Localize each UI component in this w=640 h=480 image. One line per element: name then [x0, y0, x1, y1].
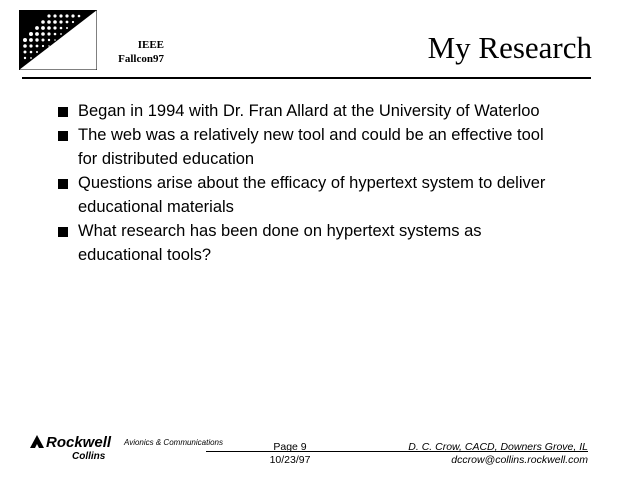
bullet-square-icon [58, 107, 68, 117]
bullet-square-icon [58, 227, 68, 237]
company-logo [30, 434, 230, 468]
bullet-text: Began in 1994 with Dr. Fran Allard at the University of Waterloo [78, 102, 540, 120]
slide-date: 10/23/97 [269, 454, 311, 466]
bullet-square-icon [58, 131, 68, 141]
bullet-item [58, 219, 618, 267]
bullet-item [58, 99, 618, 123]
bullet-square-icon [58, 179, 68, 189]
conference-line-2: Fallcon97 [118, 53, 164, 65]
slide-title: My Research [427, 30, 592, 65]
bullet-list [58, 99, 618, 267]
author-affiliation: D. C. Crow, CACD, Downers Grove, IL [408, 441, 588, 453]
conference-logo [19, 10, 97, 70]
conference-label [104, 38, 164, 66]
header-divider [22, 77, 591, 79]
bullet-item [58, 171, 618, 219]
rockwell-logo-icon [30, 435, 44, 449]
bullet-item [58, 123, 618, 171]
bullet-text: The web was a relatively new tool and could be an effective tool [78, 126, 544, 144]
bullet-text: What research has been done on hypertext systems as [78, 222, 482, 240]
conference-line-1: IEEE [137, 39, 164, 51]
bullet-text: Questions arise about the efficacy of hypertext system to deliver [78, 174, 546, 192]
subbrand-name: Collins [72, 451, 106, 462]
division-name: Avionics & Communications [124, 438, 224, 447]
brand-name: Rockwell [46, 434, 112, 451]
author-info [408, 441, 588, 467]
page-info [240, 441, 340, 467]
page-number: Page 9 [273, 441, 307, 453]
author-email: dccrow@collins.rockwell.com [451, 454, 588, 466]
bullet-text-continued: for distributed education [78, 150, 255, 168]
bullet-text-continued: educational materials [78, 198, 234, 216]
bullet-text-continued: educational tools? [78, 246, 212, 264]
